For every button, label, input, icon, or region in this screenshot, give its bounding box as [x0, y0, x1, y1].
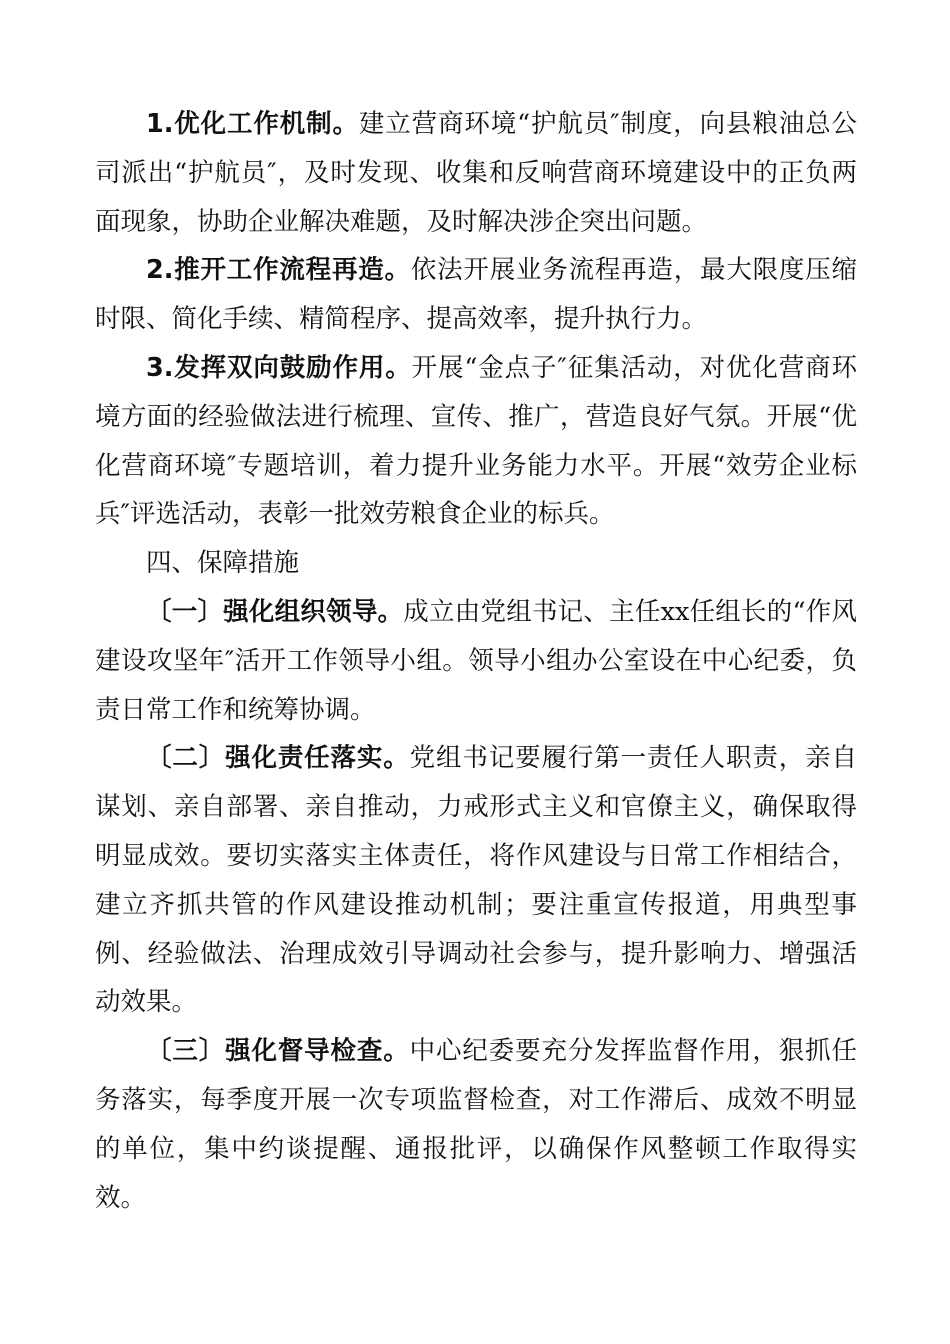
paragraph-supervision [95, 1027, 857, 1222]
paragraph-heading: 〔二〕强化责任落实。 [146, 743, 410, 774]
paragraph-heading: 2.推开工作流程再造。 [146, 255, 411, 286]
paragraph-process-reengineering [95, 246, 857, 344]
paragraph-two-way-incentive [95, 344, 857, 539]
paragraph-optimize-mechanism [95, 100, 857, 246]
paragraph-text: 建立营商环境“护航员″制度，向县粮油总公司派出“护航员″，及时发现、收集和反响营商环境建设中的正负两面现象，协助企业解决难题，及时解决涉企突出问题。 [95, 109, 857, 237]
paragraph-text: 依法开展业务流程再造，最大限度压缩时限、简化手续、精简程序、提高效率，提升执行力。 [95, 255, 857, 335]
section-title: 四、保障措施 [146, 548, 300, 579]
paragraph-organization-leadership [95, 588, 857, 734]
paragraph-text: 成立由党组书记、主任xx任组长的“作风建设攻坚年″活开工作领导小组。领导小组办公室设在中心纪委，负责日常工作和统筹协调。 [95, 596, 857, 725]
paragraph-heading: 〔一〕强化组织领导。 [146, 596, 404, 627]
paragraph-responsibility [95, 734, 857, 1027]
paragraph-heading: 1.优化工作机制。 [146, 109, 359, 139]
paragraph-text: 开展“金点子″征集活动，对优化营商环境方面的经验做法进行梳理、宣传、推广，营造良好气氛。开展“优化营商环境″专题培训，着力提升业务能力水平。开展“效劳企业标兵″评选活动，表彰一批效劳粮食企业的标兵。 [95, 352, 857, 530]
paragraph-heading: 3.发挥双向鼓励作用。 [146, 352, 412, 383]
paragraph-heading: 〔三〕强化督导检查。 [146, 1036, 410, 1067]
paragraph-text: 党组书记要履行第一责任人职责，亲自谋划、亲自部署、亲自推动，力戒形式主义和官僚主义，确保取得明显成效。要切实落实主体责任，将作风建设与日常工作相结合，建立齐抓共管的作风建设推动机制；要注重宣传报道，用典型事例、经验做法、治理成效引导调动社会参与，提升影响力、增强活动效果。 [95, 743, 857, 1018]
paragraph-text: 中心纪委要充分发挥监督作用，狠抓任务落实，每季度开展一次专项监督检查，对工作滞后、成效不明显的单位，集中约谈提醒、通报批评，以确保作风整顿工作取得实效。 [95, 1036, 857, 1213]
document-body [95, 100, 857, 1222]
section-heading-safeguards [95, 539, 857, 588]
